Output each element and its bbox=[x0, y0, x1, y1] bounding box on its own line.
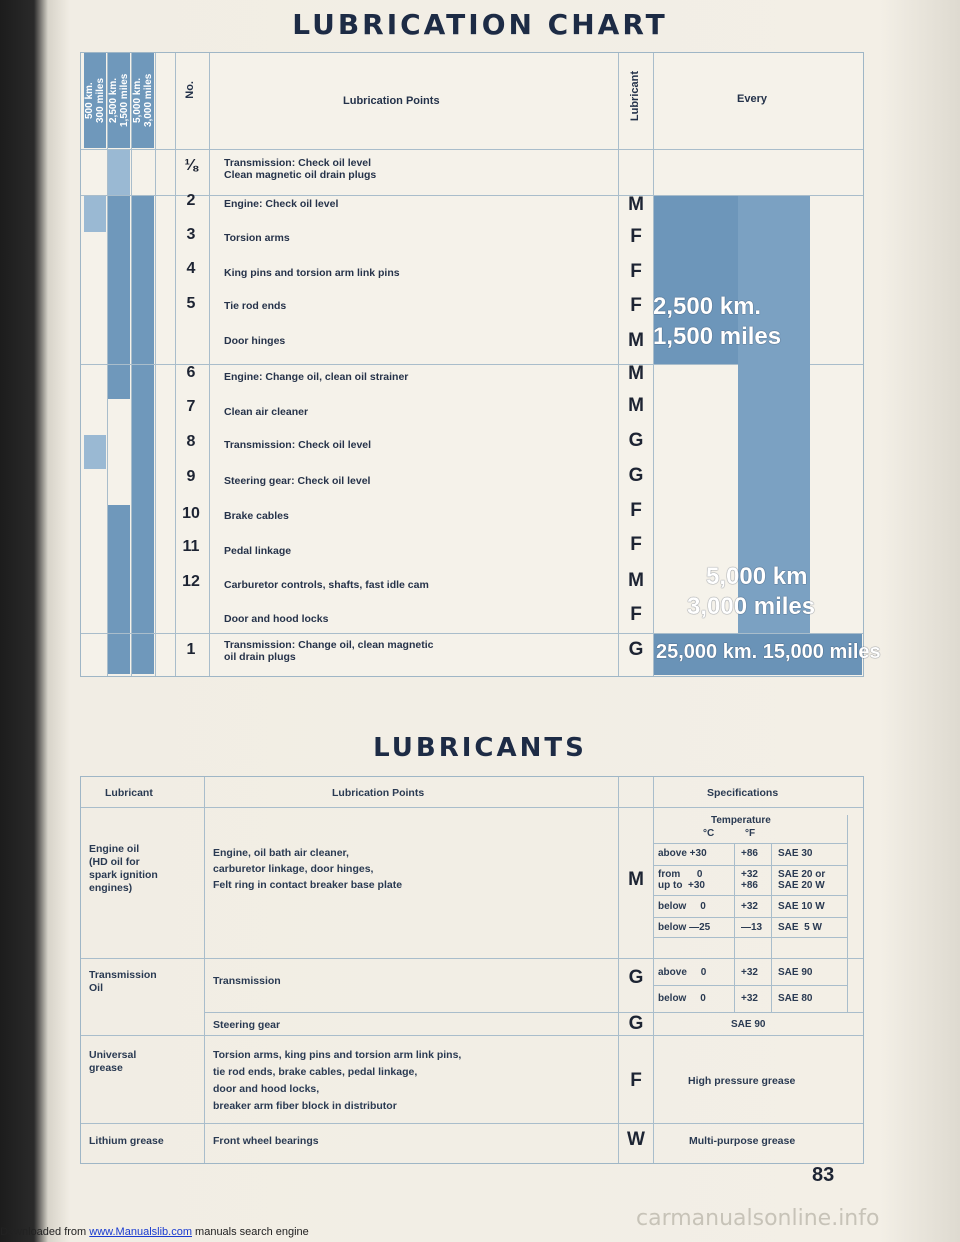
lubricant-code: F bbox=[630, 261, 642, 282]
spec-sae: SAE 10 W bbox=[778, 901, 825, 912]
lubrication-point: Door hinges bbox=[224, 335, 286, 347]
spec-sae: SAE 90 bbox=[731, 1019, 766, 1030]
interval-header-5000km: 5,000 km. 3,000 miles bbox=[132, 53, 154, 148]
spec-sae: SAE 80 bbox=[778, 993, 813, 1004]
grid-line bbox=[204, 777, 205, 1163]
interval-header-500km: 500 km. 300 miles bbox=[84, 53, 106, 148]
header-lubricant: Lubricant bbox=[629, 71, 641, 122]
every-25000-km: 25,000 km. 15,000 miles bbox=[656, 641, 881, 663]
lubricant-universal-grease: Universal grease bbox=[89, 1049, 137, 1074]
footer bbox=[0, 1226, 309, 1238]
grid-line bbox=[653, 985, 847, 986]
spec-high-pressure-grease: High pressure grease bbox=[688, 1075, 796, 1087]
lubrication-point: Brake cables bbox=[224, 510, 289, 522]
interval-bar bbox=[108, 365, 130, 399]
spec-sae: SAE 20 or SAE 20 W bbox=[778, 869, 826, 891]
spec-fahrenheit: —13 bbox=[741, 922, 763, 933]
row-number: 7 bbox=[186, 398, 196, 415]
watermark: carmanualsonline.info bbox=[636, 1206, 880, 1231]
lubrication-point: Carburetor controls, shafts, fast idle cam bbox=[224, 579, 429, 591]
universal-grease-points: Torsion arms, king pins and torsion arm link pins, tie rod ends, brake cables, pedal linkage, door and hood locks, breaker arm fiber block in distributor bbox=[213, 1049, 462, 1112]
grid-line bbox=[81, 1035, 863, 1036]
lubrication-point: Clean air cleaner bbox=[224, 406, 309, 418]
footer-suffix: manuals search engine bbox=[191, 1226, 309, 1238]
grid-line bbox=[847, 815, 848, 1012]
interval-bar bbox=[108, 505, 130, 674]
lubricant-code: W bbox=[627, 1129, 645, 1150]
grid-line bbox=[81, 149, 863, 150]
header-specifications: Specifications bbox=[707, 787, 779, 799]
row-number: 6 bbox=[186, 364, 196, 381]
lubricant-code: G bbox=[628, 639, 644, 660]
lubrication-point: King pins and torsion arm link pins bbox=[224, 267, 400, 279]
lubricant-code: M bbox=[628, 194, 644, 215]
spec-celsius: above 0 bbox=[658, 967, 707, 978]
grid-line bbox=[204, 1012, 863, 1013]
grid-line bbox=[653, 865, 847, 866]
grid-line bbox=[81, 958, 863, 959]
spec-multi-purpose-grease: Multi-purpose grease bbox=[689, 1135, 796, 1147]
lubricant-code: F bbox=[630, 295, 642, 316]
lubrication-point: Torsion arms bbox=[224, 232, 290, 244]
header-no: No. bbox=[184, 81, 196, 99]
lubricant-code: G bbox=[628, 465, 644, 486]
row-number: 12 bbox=[182, 573, 200, 590]
steering-points: Steering gear bbox=[213, 1019, 281, 1031]
lubrication-point: Engine: Change oil, clean oil strainer bbox=[224, 371, 409, 383]
grid-line bbox=[81, 1123, 863, 1124]
every-2500-km: 2,500 km. bbox=[653, 293, 762, 320]
grid-line bbox=[653, 937, 847, 938]
grid-line bbox=[653, 843, 847, 844]
interval-bar bbox=[108, 150, 130, 195]
lithium-grease-points: Front wheel bearings bbox=[213, 1135, 319, 1147]
header-every: Every bbox=[737, 93, 767, 105]
every-3000-miles: 3,000 miles bbox=[687, 593, 816, 620]
lubrication-point: Transmission: Change oil, clean magnetic oil drain plugs bbox=[224, 639, 434, 663]
lubrication-point: Tie rod ends bbox=[224, 300, 287, 312]
every-5000-km: 5,000 km bbox=[706, 563, 808, 590]
row-number: 10 bbox=[182, 505, 200, 522]
interval-bar bbox=[84, 196, 106, 232]
lubrication-point: Pedal linkage bbox=[224, 545, 292, 557]
spec-fahrenheit: +32 bbox=[741, 967, 758, 978]
page-number: 83 bbox=[812, 1164, 835, 1186]
row-number: 9 bbox=[186, 468, 196, 485]
spec-celsius: below 0 bbox=[658, 993, 706, 1004]
spec-sae: SAE 30 bbox=[778, 848, 813, 859]
temp-celsius-header: °C bbox=[703, 828, 715, 839]
lubricant-code: F bbox=[630, 1070, 642, 1091]
footer-prefix: Downloaded from bbox=[0, 1226, 90, 1238]
lubricant-code: M bbox=[628, 869, 644, 890]
lubrication-point: Engine: Check oil level bbox=[224, 198, 339, 210]
lubricant-code: G bbox=[628, 967, 644, 988]
grid-line bbox=[618, 777, 619, 1163]
grid-line bbox=[734, 843, 735, 958]
row-number: ⅛ bbox=[184, 157, 198, 174]
row-number: 3 bbox=[186, 226, 196, 243]
grid-line bbox=[653, 917, 847, 918]
lubricant-transmission-oil: Transmission Oil bbox=[89, 969, 157, 994]
grid-line bbox=[653, 895, 847, 896]
interval-bar bbox=[108, 196, 130, 364]
spec-sae: SAE 90 bbox=[778, 967, 813, 978]
lubrication-point: Transmission: Check oil level Clean magnetic oil drain plugs bbox=[224, 157, 377, 181]
spec-celsius: from 0 up to +30 bbox=[658, 869, 705, 891]
interval-bar bbox=[84, 435, 106, 469]
spec-fahrenheit: +32 bbox=[741, 993, 758, 1004]
lubricant-code: G bbox=[628, 1013, 644, 1034]
row-number: 5 bbox=[186, 295, 196, 312]
lubrication-point: Door and hood locks bbox=[224, 613, 329, 625]
interval-header-2500km: 2,500 km. 1,500 miles bbox=[108, 53, 130, 148]
grid-line bbox=[81, 807, 863, 808]
row-number: 2 bbox=[186, 192, 196, 209]
every-1500-miles: 1,500 miles bbox=[653, 323, 782, 350]
row-number: 4 bbox=[186, 260, 196, 277]
chart-title: LUBRICATION CHART bbox=[292, 8, 668, 41]
spec-celsius: below —25 bbox=[658, 922, 711, 933]
spec-sae: SAE 5 W bbox=[778, 922, 822, 933]
engine-oil-points: Engine, oil bath air cleaner, carburetor linkage, door hinges, Felt ring in contact breaker base plate bbox=[213, 847, 403, 891]
interval-bar bbox=[132, 196, 154, 674]
spec-fahrenheit: +86 bbox=[741, 848, 758, 859]
row-number: 1 bbox=[186, 641, 196, 658]
lubrication-point: Transmission: Check oil level bbox=[224, 439, 372, 451]
grid-line bbox=[771, 843, 772, 958]
spec-fahrenheit: +32 bbox=[741, 901, 758, 912]
header-lubrication-points: Lubrication Points bbox=[332, 787, 425, 799]
lubrication-point: Steering gear: Check oil level bbox=[224, 475, 371, 487]
footer-link[interactable]: www.Manualslib.com bbox=[89, 1226, 192, 1238]
lubricant-code: F bbox=[630, 534, 642, 555]
temp-fahrenheit-header: °F bbox=[745, 828, 756, 839]
row-number: 8 bbox=[186, 433, 196, 450]
lubricant-code: M bbox=[628, 395, 644, 416]
grid-line bbox=[734, 959, 735, 1012]
transmission-points: Transmission bbox=[213, 975, 281, 987]
grid-line bbox=[771, 959, 772, 1012]
lubricants-title: LUBRICANTS bbox=[373, 733, 587, 763]
lubrication-chart bbox=[80, 52, 881, 677]
temperature-header: Temperature bbox=[711, 815, 771, 826]
lubricant-code: M bbox=[628, 570, 644, 591]
lubricant-code: F bbox=[630, 500, 642, 521]
header-lubricant: Lubricant bbox=[105, 787, 153, 799]
lubricant-code: F bbox=[630, 226, 642, 247]
spec-celsius: below 0 bbox=[658, 901, 706, 912]
lubricant-code: M bbox=[628, 330, 644, 351]
lubricant-code: F bbox=[630, 604, 642, 625]
lubricants-table bbox=[80, 776, 864, 1164]
header-lubrication-points: Lubrication Points bbox=[343, 95, 440, 107]
lubricant-code: G bbox=[628, 430, 644, 451]
spec-fahrenheit: +32 +86 bbox=[741, 869, 758, 891]
grid-line bbox=[653, 777, 654, 1163]
row-number: 11 bbox=[182, 538, 200, 555]
lubricant-code: M bbox=[628, 363, 644, 384]
lubricant-engine-oil: Engine oil (HD oil for spark ignition engines) bbox=[89, 843, 158, 894]
spec-celsius: above +30 bbox=[658, 848, 707, 859]
lubricant-lithium-grease: Lithium grease bbox=[89, 1135, 164, 1147]
